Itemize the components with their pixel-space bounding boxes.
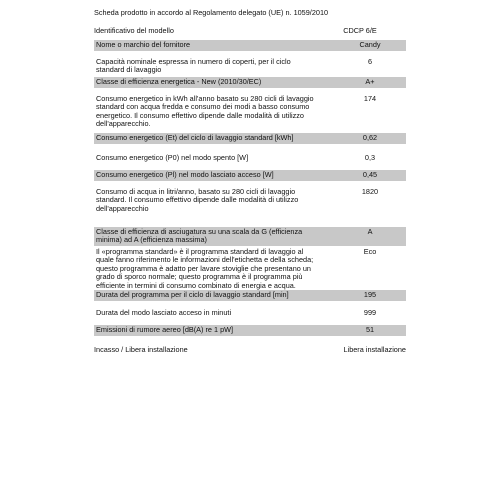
row-value: 0,62 — [362, 133, 378, 142]
row-label: Consumo energetico (Pl) nel modo lasciato acceso [W] — [96, 170, 274, 179]
row-label: Capacità nominale espressa in numero di coperti, per il ciclo standard di lavaggio — [96, 57, 291, 75]
row-label: Nome o marchio del fornitore — [96, 40, 191, 49]
row-label: Durata del programma per il ciclo di lavaggio standard [min] — [96, 290, 289, 299]
table-row — [94, 170, 406, 181]
installation-label: Incasso / Libera installazione — [94, 345, 188, 354]
row-label: Classe di efficienza di asciugatura su una scala da G (efficienza minima) ad A (efficienza massima) — [96, 227, 303, 245]
row-label: Classe di efficienza energetica - New (2010/30/EC) — [96, 77, 262, 86]
row-label: Emissioni di rumore aereo [dB(A) re 1 pW] — [96, 325, 234, 334]
table-row — [94, 153, 406, 164]
table-row — [94, 187, 406, 215]
row-value: 6 — [367, 57, 373, 66]
row-value: 999 — [363, 308, 377, 317]
row-value: 1820 — [361, 187, 379, 196]
row-label: Consumo energetico in kWh all'anno basato su 280 cicli di lavaggio standard con acqua fredda e consumo dei modi a basso consumo energetico. Il consumo effettivo dipende dalle modalità di utilizzo dell'apparecchio. — [96, 94, 314, 129]
row-label: Il «programma standard» è il programma standard di lavaggio al quale fanno riferimento le informazioni dell'etichetta e della scheda; questo programma è adatto per lavare stoviglie che presentano un grado di sporco normale; questo programma è il programma più efficiente in termini di consumo combinato di energia e acqua. — [96, 247, 314, 290]
document-title: Scheda prodotto in accordo al Regolamento delegato (UE) n. 1059/2010 — [94, 8, 329, 17]
table-row — [94, 308, 406, 319]
table-row — [94, 247, 406, 289]
row-label: Consumo energetico (Et) del ciclo di lavaggio standard [kWh] — [96, 133, 294, 142]
table-row — [94, 77, 406, 88]
table-row — [94, 94, 406, 130]
table-row — [94, 133, 406, 144]
model-label: Identificativo del modello — [94, 26, 174, 35]
model-value: CDCP 6/E — [343, 26, 377, 35]
row-value: 174 — [363, 94, 377, 103]
row-value: A+ — [365, 77, 375, 86]
row-label: Consumo di acqua in litri/anno, basato su 280 cicli di lavaggio standard. Il consumo effettivo dipende dalle modalità di utilizzo dell'apparecchio — [96, 187, 299, 213]
row-value: Candy — [359, 40, 381, 49]
table-row — [94, 227, 406, 246]
table-row — [94, 57, 406, 76]
row-value: A — [367, 227, 373, 236]
row-value: Eco — [363, 247, 377, 256]
row-value: 0,3 — [364, 153, 376, 162]
table-row — [94, 290, 406, 301]
row-value: 195 — [363, 290, 377, 299]
row-label: Durata del modo lasciato acceso in minuti — [96, 308, 232, 317]
table-row — [94, 40, 406, 51]
installation-value: Libera installazione — [343, 345, 406, 354]
row-label: Consumo energetico (P0) nel modo spento [W] — [96, 153, 249, 162]
row-value: 0,45 — [362, 170, 378, 179]
row-value: 51 — [365, 325, 375, 334]
table-row — [94, 325, 406, 336]
